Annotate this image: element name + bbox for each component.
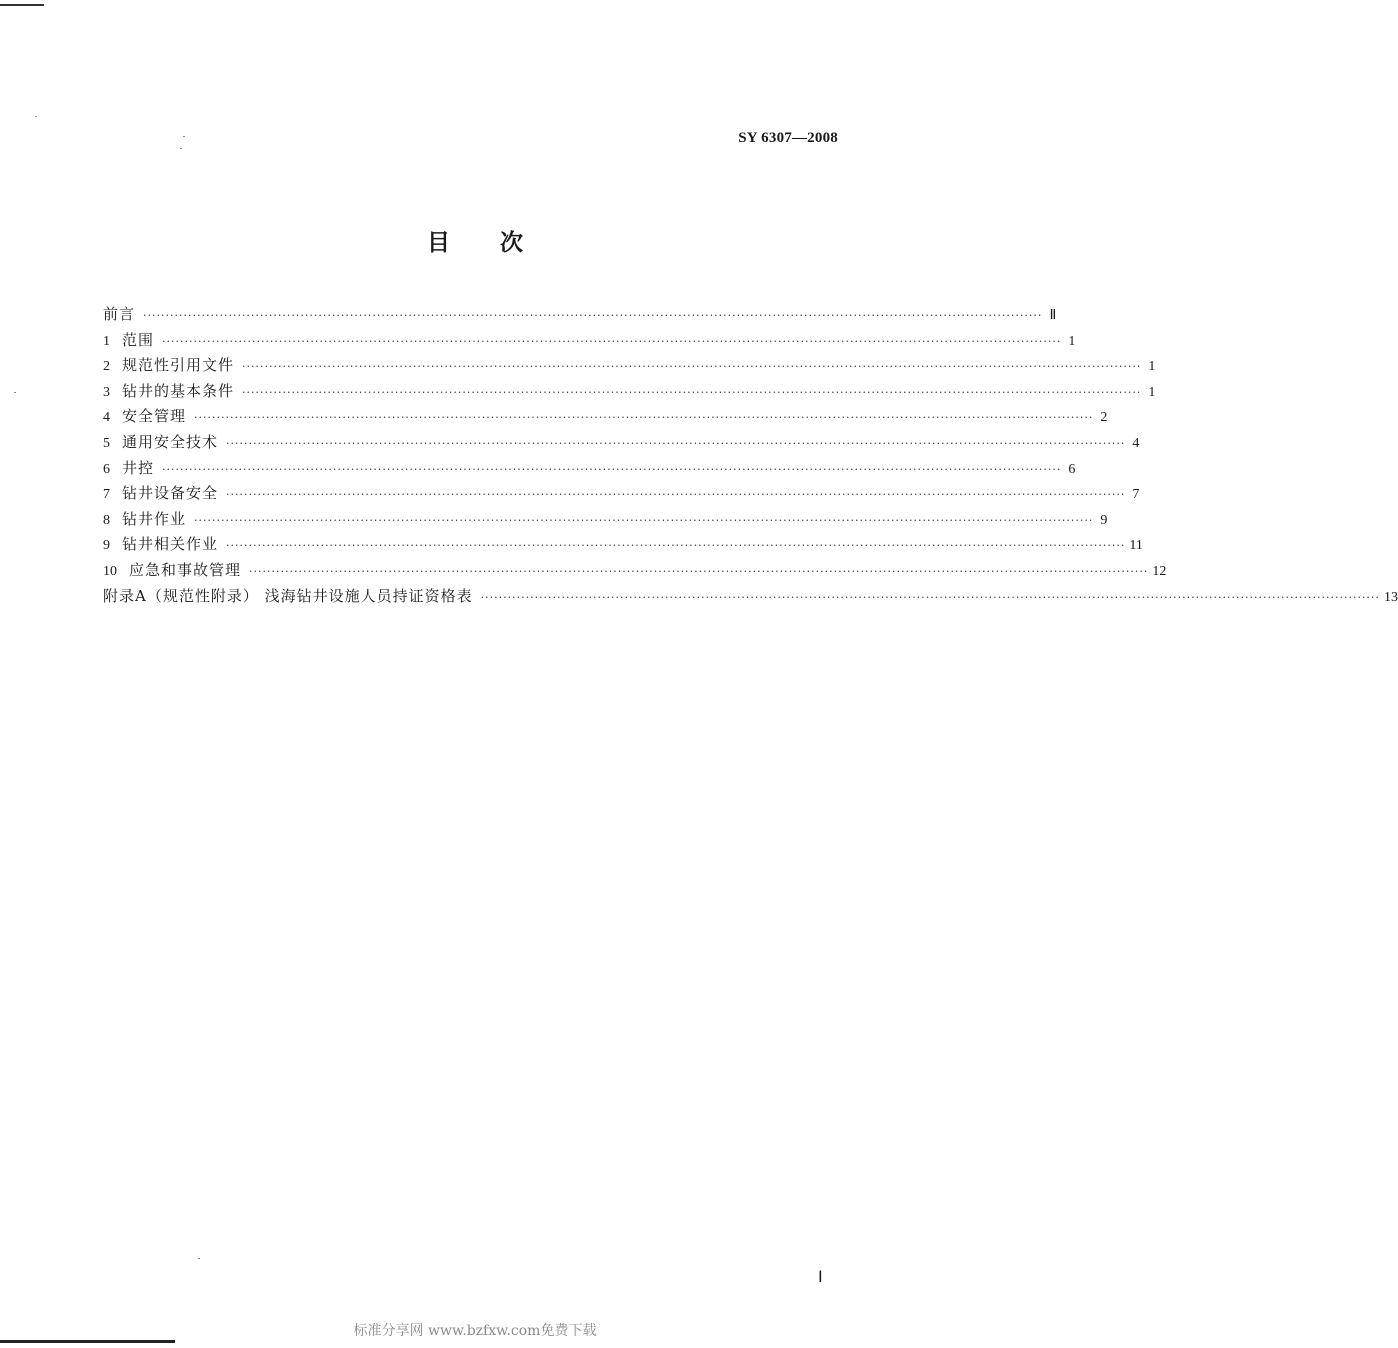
toc-entry-page: 7 — [1132, 487, 1140, 503]
toc-entry-number: 6 — [103, 461, 110, 477]
toc-entry-page: 1 — [1148, 359, 1156, 375]
toc-dot-leader: ········································································································································································································ — [194, 411, 1094, 425]
toc-entry-label: 安全管理 — [122, 407, 187, 426]
toc-dot-leader: ········································································································································································································ — [226, 488, 1126, 502]
toc-entry-label: 钻井的基本条件 — [122, 381, 235, 400]
toc-entry-number: 9 — [103, 538, 110, 554]
toc-entry-number: 5 — [103, 435, 110, 451]
toc-dot-leader: ········································································································································································································ — [162, 462, 1062, 476]
toc-dot-leader: ········································································································································································································ — [480, 590, 1380, 604]
scan-speck — [198, 1258, 200, 1259]
toc-entry[interactable] — [103, 456, 1076, 482]
scan-speck — [14, 392, 16, 393]
toc-entry-page: 1 — [1068, 333, 1076, 349]
toc-entry-label: 规范性引用文件 — [122, 356, 235, 375]
standard-number: SY 6307—2008 — [738, 130, 838, 146]
table-of-contents — [103, 302, 1398, 609]
toc-entry-label: 钻井作业 — [122, 509, 187, 528]
toc-entry-label: 前言 — [103, 305, 136, 323]
toc-entry-label: 钻井相关作业 — [122, 535, 219, 554]
toc-entry-page: 11 — [1129, 538, 1143, 554]
footer-watermark: 标准分享网 www.bzfxw.com免费下载 — [353, 1323, 597, 1339]
toc-entry[interactable] — [103, 353, 1156, 379]
toc-entry-page: 1 — [1148, 384, 1156, 400]
page-number: Ⅰ — [818, 1269, 823, 1286]
toc-dot-leader: ········································································································································································································ — [143, 309, 1043, 322]
toc-entry-page: 13 — [1383, 589, 1398, 605]
scan-edge-mark — [0, 1340, 175, 1343]
toc-entry-page: 12 — [1152, 563, 1167, 579]
toc-dot-leader: ········································································································································································································ — [242, 385, 1142, 399]
toc-entry-number: 7 — [103, 487, 110, 503]
toc-entry-label: 通用安全技术 — [122, 432, 219, 451]
toc-entry-number: 10 — [103, 563, 117, 579]
toc-dot-leader: ········································································································································································································ — [226, 539, 1126, 553]
toc-dot-leader: ········································································································································································································ — [226, 436, 1126, 450]
toc-entry[interactable] — [103, 302, 1057, 328]
scan-edge-mark — [0, 4, 44, 6]
scan-speck — [35, 116, 37, 117]
toc-entry-page: 6 — [1068, 461, 1076, 477]
toc-entry[interactable] — [103, 532, 1143, 558]
toc-entry-page: 9 — [1100, 512, 1108, 528]
toc-entry-number: 1 — [103, 333, 110, 349]
toc-entry[interactable] — [103, 584, 1398, 610]
scan-speck — [183, 136, 185, 137]
toc-entry[interactable] — [103, 379, 1156, 405]
toc-entry[interactable] — [103, 430, 1140, 456]
toc-entry-label: 范围 — [122, 330, 155, 349]
toc-dot-leader: ········································································································································································································ — [162, 334, 1062, 348]
toc-dot-leader: ········································································································································································································ — [194, 513, 1094, 527]
toc-entry[interactable] — [103, 404, 1108, 430]
toc-entry-label: 井控 — [122, 458, 155, 477]
toc-entry-number: 8 — [103, 512, 110, 528]
toc-entry[interactable] — [103, 558, 1167, 584]
toc-entry-label: 应急和事故管理 — [129, 560, 242, 579]
toc-entry-number: 2 — [103, 359, 110, 375]
toc-entry-page: 4 — [1132, 435, 1140, 451]
toc-entry[interactable] — [103, 328, 1076, 354]
toc-dot-leader: ········································································································································································································ — [249, 564, 1149, 578]
toc-entry[interactable] — [103, 481, 1140, 507]
toc-entry-number: 4 — [103, 410, 110, 426]
toc-dot-leader: ········································································································································································································ — [242, 360, 1142, 374]
page-title: 目次 — [427, 230, 573, 256]
toc-entry-page: Ⅱ — [1049, 308, 1057, 323]
toc-entry[interactable] — [103, 507, 1108, 533]
toc-entry-label: 钻井设备安全 — [122, 484, 219, 503]
toc-entry-page: 2 — [1100, 410, 1108, 426]
toc-entry-label: 附录A（规范性附录） 浅海钻井设施人员持证资格表 — [103, 586, 473, 605]
toc-entry-number: 3 — [103, 384, 110, 400]
scan-speck — [180, 148, 182, 149]
